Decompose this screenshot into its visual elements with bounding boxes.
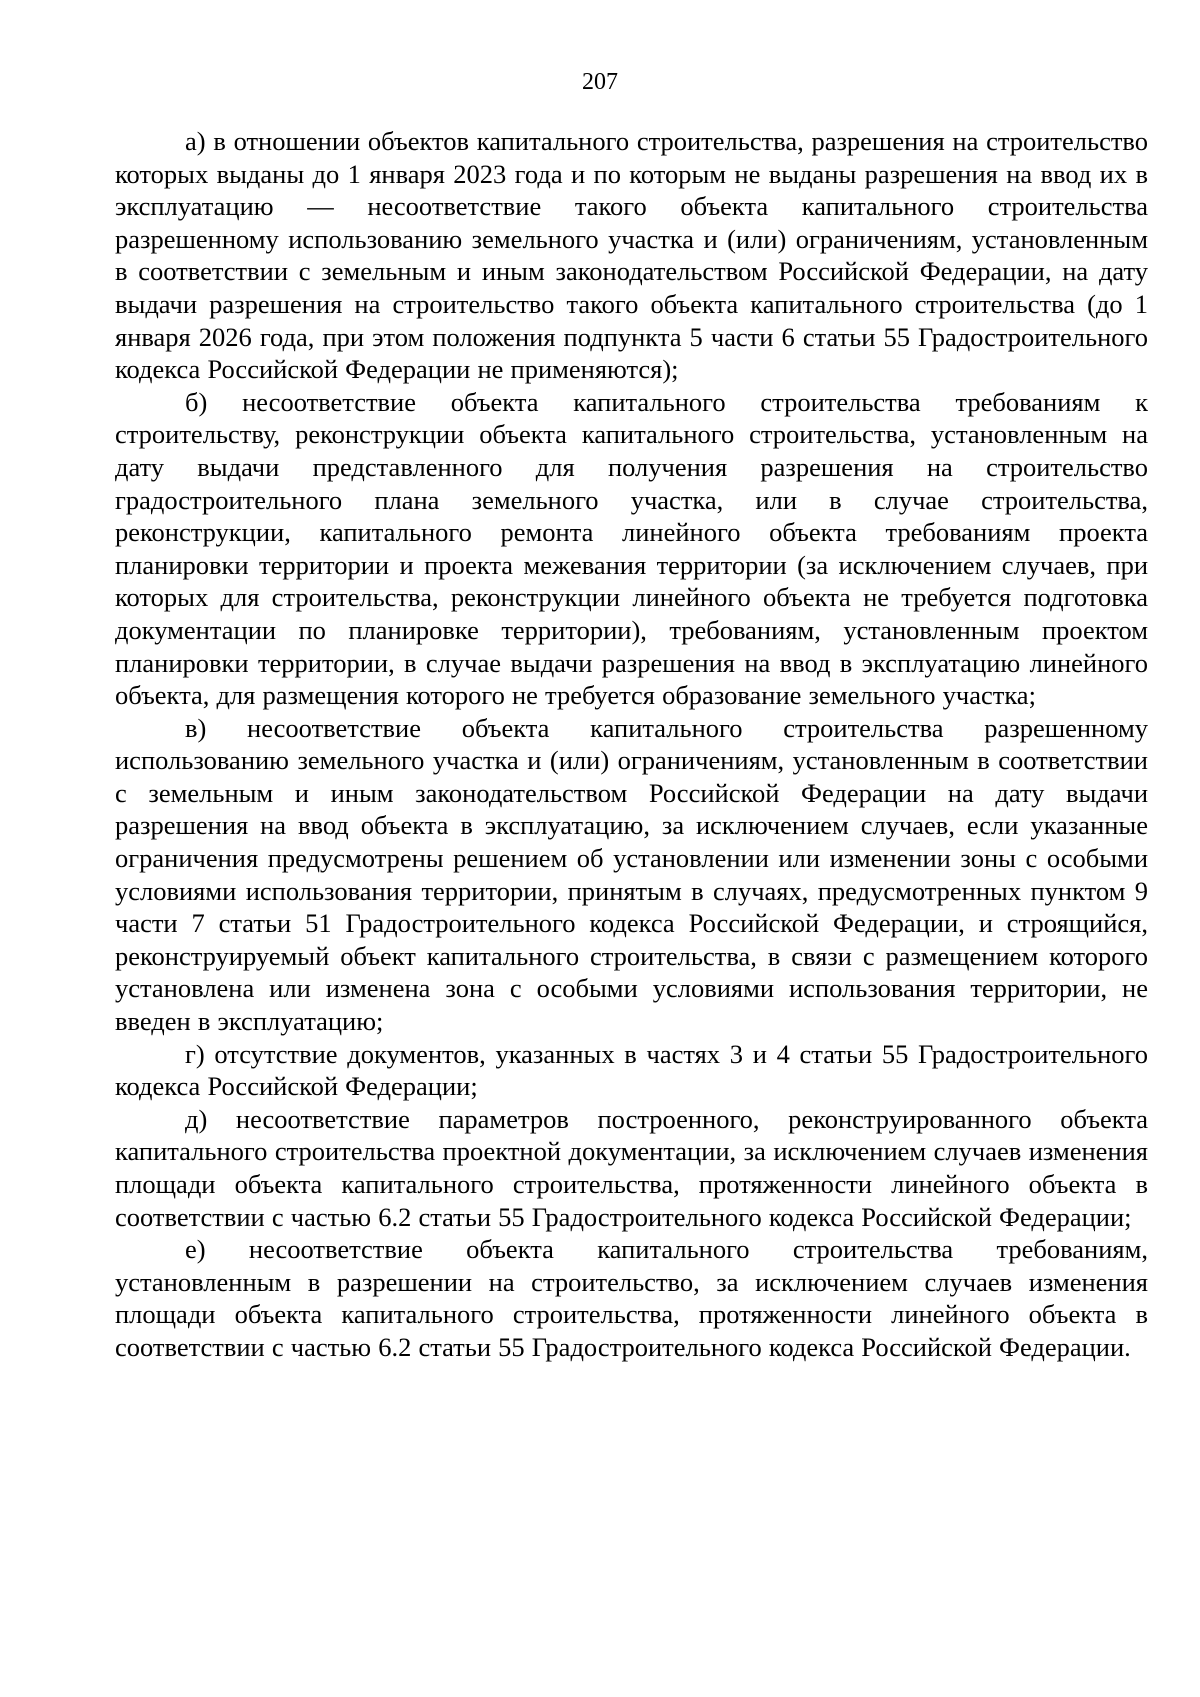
document-body [115,125,1148,1364]
paragraph-e: е) несоответствие объекта капитального строительства требованиям, установленным в разрешении на строительство, за исключением случаев изменения площади объекта капитального строительства, протяженности линейного объекта в соответствии с частью 6.2 статьи 55 Градостроительного кодекса Российской Федерации. [115,1234,1148,1362]
paragraph-g: г) отсутствие документов, указанных в частях 3 и 4 статьи 55 Градостроительного кодекса Российской Федерации; [115,1038,1148,1102]
paragraph-d: д) несоответствие параметров построенного, реконструированного объекта капитального строительства проектной документации, за исключением случаев изменения площади объекта капитального строительства, протяженности линейного объекта в соответствии с частью 6.2 статьи 55 Градостроительного кодекса Российской Федерации; [115,1103,1148,1232]
paragraph-b: б) несоответствие объекта капитального строительства требованиям к строительству, реконструкции объекта капитального строительства, установленным на дату выдачи представленного для получения разрешения на строительство градостроительного плана земельного участка, или в случае строительства, реконструкции, капитального ремонта линейного объекта требованиям проекта планировки территории и проекта межевания территории (за исключением случаев, при которых для строительства, реконструкции линейного объекта не требуется подготовка документации по планировке территории), требованиям, установленным проектом планировки территории, в случае выдачи разрешения на ввод в эксплуатацию линейного объекта, для размещения которого не требуется образование земельного участка; [115,386,1148,711]
paragraph-a: а) в отношении объектов капитального строительства, разрешения на строительство которых выданы до 1 января 2023 года и по которым не выданы разрешения на ввод их в эксплуатацию — несоответствие такого объекта капитального строительства разрешенному использованию земельного участка и (или) ограничениям, установленным в соответствии с земельным и иным законодательством Российской Федерации, на дату выдачи разрешения на строительство такого объекта капитального строительства (до 1 января 2026 года, при этом положения подпункта 5 части 6 статьи 55 Градостроительного кодекса Российской Федерации не применяются); [115,126,1148,385]
page-number: 207 [582,69,618,95]
paragraph-v: в) несоответствие объекта капитального строительства разрешенному использованию земельного участка и (или) ограничениям, установленным в соответствии с земельным и иным законодательством Российской Федерации на дату выдачи разрешения на ввод объекта в эксплуатацию, за исключением случаев, если указанные ограничения предусмотрены решением об установлении или изменении зоны с особыми условиями использования территории, принятым в случаях, предусмотренных пунктом 9 части 7 статьи 51 Градостроительного кодекса Российской Федерации, и строящийся, реконструируемый объект капитального строительства, в связи с размещением которого установлена или изменена зона с особыми условиями использования территории, не введен в эксплуатацию; [115,712,1148,1037]
